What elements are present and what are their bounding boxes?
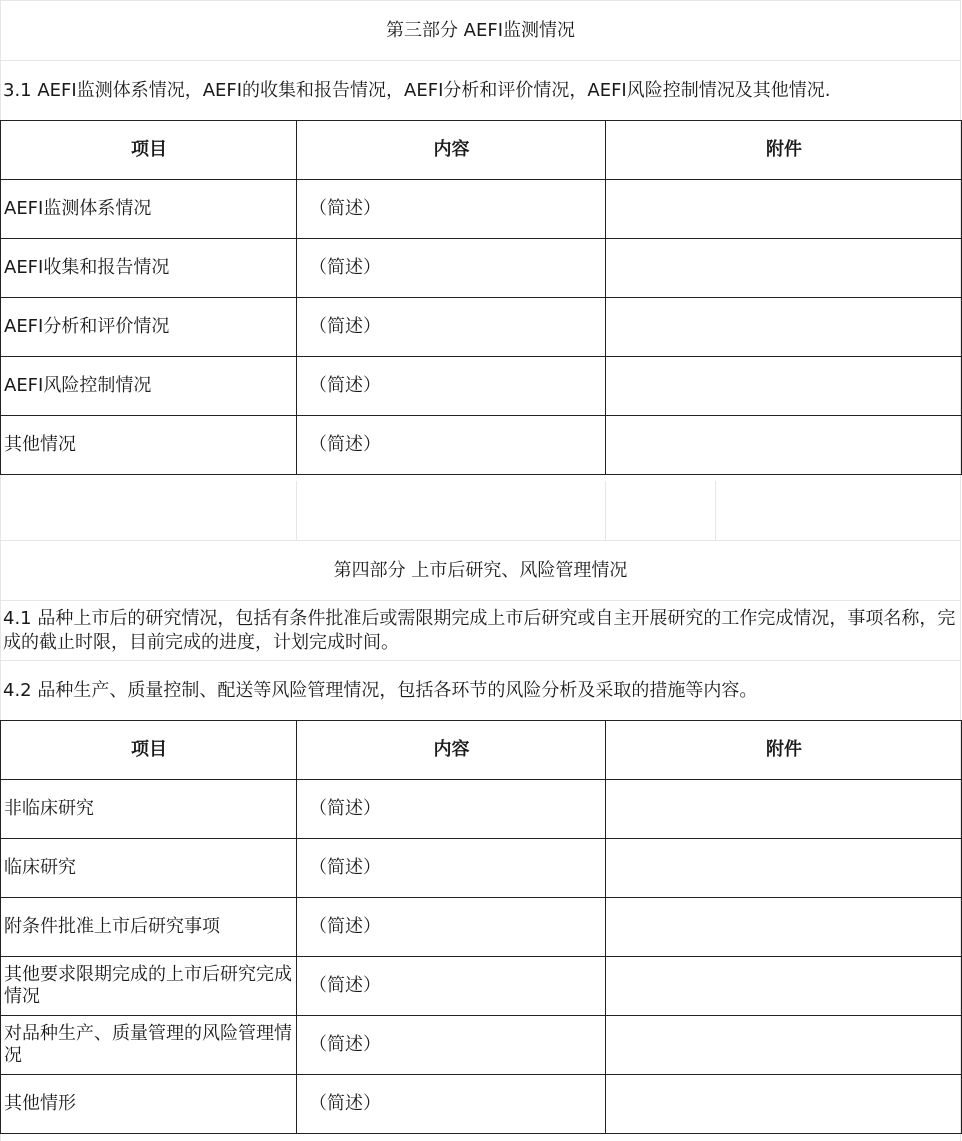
table-row (1, 357, 962, 416)
table-row (1, 1016, 962, 1075)
row-attachment[interactable] (606, 898, 962, 957)
row-attachment[interactable] (606, 957, 962, 1016)
row-item: 其他情况 (1, 416, 297, 475)
part4-description-2: 4.2 品种生产、质量控制、配送等风险管理情况，包括各环节的风险分析及采取的措施等内容。 (0, 660, 961, 720)
spacer-divider (605, 481, 606, 540)
table-header-row (1, 121, 962, 180)
row-content[interactable]: （简述） (297, 416, 606, 475)
row-attachment[interactable] (606, 839, 962, 898)
row-attachment[interactable] (606, 1016, 962, 1075)
spacer-divider (296, 481, 297, 540)
table-row (1, 416, 962, 475)
table-row (1, 298, 962, 357)
part3-description: 3.1 AEFI监测体系情况，AEFI的收集和报告情况，AEFI分析和评价情况，AEFI风险控制情况及其他情况. (0, 60, 961, 120)
row-item: 其他情形 (1, 1075, 297, 1134)
header-attachment: 附件 (606, 121, 962, 180)
table-row (1, 1075, 962, 1134)
row-content[interactable]: （简述） (297, 1075, 606, 1134)
row-item: 临床研究 (1, 839, 297, 898)
table-row (1, 957, 962, 1016)
row-item: AEFI风险控制情况 (1, 357, 297, 416)
row-content[interactable]: （简述） (297, 180, 606, 239)
row-content[interactable]: （简述） (297, 239, 606, 298)
row-content[interactable]: （简述） (297, 780, 606, 839)
header-item: 项目 (1, 721, 297, 780)
row-item: AEFI收集和报告情况 (1, 239, 297, 298)
part4-title: 第四部分 上市后研究、风险管理情况 (0, 540, 961, 600)
row-item: 非临床研究 (1, 780, 297, 839)
row-attachment[interactable] (606, 298, 962, 357)
header-content: 内容 (297, 721, 606, 780)
row-item: AEFI监测体系情况 (1, 180, 297, 239)
row-attachment[interactable] (606, 780, 962, 839)
row-item: 其他要求限期完成的上市后研究完成情况 (1, 957, 297, 1016)
row-content[interactable]: （简述） (297, 898, 606, 957)
row-item: 附条件批准上市后研究事项 (1, 898, 297, 957)
row-item: 对品种生产、质量管理的风险管理情况 (1, 1016, 297, 1075)
table-row (1, 898, 962, 957)
part4-table (0, 720, 962, 1134)
row-content[interactable]: （简述） (297, 957, 606, 1016)
part3-table (0, 120, 962, 475)
table-row (1, 780, 962, 839)
row-content[interactable]: （简述） (297, 298, 606, 357)
row-attachment[interactable] (606, 416, 962, 475)
part3-title: 第三部分 AEFI监测情况 (0, 0, 961, 60)
table-row (1, 239, 962, 298)
row-item: AEFI分析和评价情况 (1, 298, 297, 357)
table-row (1, 180, 962, 239)
part4-description-1: 4.1 品种上市后的研究情况，包括有条件批准后或需限期完成上市后研究或自主开展研究的工作完成情况，事项名称，完成的截止时限，目前完成的进度，计划完成时间。 (0, 600, 961, 660)
header-item: 项目 (1, 121, 297, 180)
table-row (1, 839, 962, 898)
row-content[interactable]: （简述） (297, 1016, 606, 1075)
row-attachment[interactable] (606, 1075, 962, 1134)
row-attachment[interactable] (606, 180, 962, 239)
table-header-row (1, 721, 962, 780)
header-attachment: 附件 (606, 721, 962, 780)
empty-spacer-row (0, 481, 961, 540)
header-content: 内容 (297, 121, 606, 180)
row-content[interactable]: （简述） (297, 839, 606, 898)
row-attachment[interactable] (606, 239, 962, 298)
row-content[interactable]: （简述） (297, 357, 606, 416)
spacer-divider (715, 481, 716, 540)
row-attachment[interactable] (606, 357, 962, 416)
